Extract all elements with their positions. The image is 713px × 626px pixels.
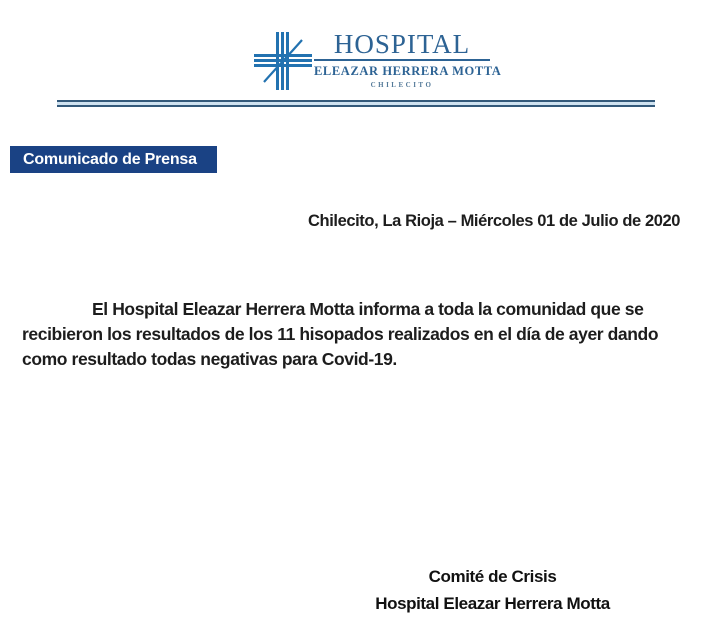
dateline: Chilecito, La Rioja – Miércoles 01 de Julio de 2020 (308, 212, 681, 230)
logo-title: HOSPITAL (314, 30, 490, 61)
press-release-label (10, 146, 217, 173)
press-release-label-text: Comunicado de Prensa (23, 150, 197, 168)
medical-cross-icon (254, 32, 312, 90)
signature-role: Comité de Crisis (428, 567, 557, 586)
logo-subtitle: ELEAZAR HERRERA MOTTA (314, 64, 502, 79)
hospital-logo (254, 29, 502, 90)
header-double-rule (57, 100, 655, 107)
signature-org: Hospital Eleazar Herrera Motta (375, 594, 610, 613)
signature-block (325, 563, 660, 617)
logo-location: CHILECITO (370, 81, 434, 90)
body-paragraph: El Hospital Eleazar Herrera Motta informa a toda la comunidad que se recibieron los resultados de los 11 hisopados realizados en el día de ayer dando como resultado todas negativas para Covid-19. (22, 299, 659, 369)
logo-text-block (314, 29, 502, 90)
